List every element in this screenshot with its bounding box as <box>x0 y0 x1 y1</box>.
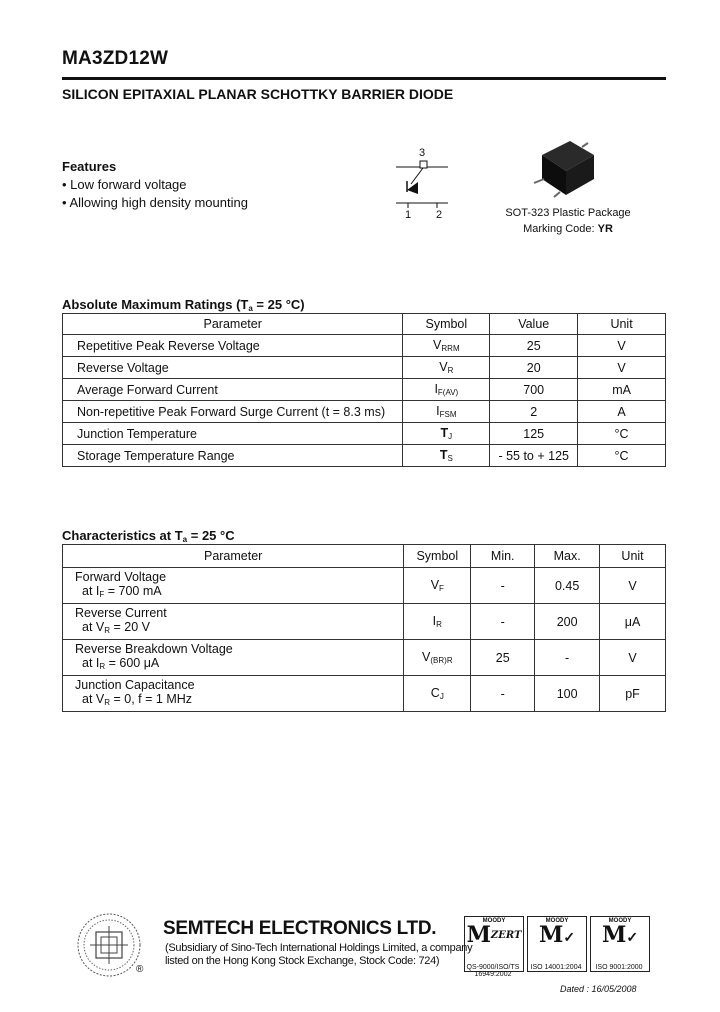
cert-caption: QS-9000/ISO/TS 16949:2002 <box>466 964 520 978</box>
features-heading: Features <box>62 159 117 174</box>
value-cell: 25 <box>490 335 578 357</box>
value-cell: - 55 to + 125 <box>490 445 578 467</box>
cert-caption: ISO 14001:2004 <box>530 964 582 971</box>
parameter-cell: Average Forward Current <box>63 379 403 401</box>
parameter-cell: Non-repetitive Peak Forward Surge Current (t = 8.3 ms) <box>63 401 403 423</box>
cert-caption: ISO 9001:2000 <box>595 964 643 971</box>
column-header: Max. <box>535 545 600 568</box>
table-header-row <box>63 314 666 335</box>
parameter-cell: Reverse Voltage <box>63 357 403 379</box>
column-header: Parameter <box>63 545 404 568</box>
column-header: Unit <box>600 545 666 568</box>
max-cell: - <box>535 640 600 676</box>
characteristics-table <box>62 544 666 712</box>
table-header-row <box>63 545 666 568</box>
cert-badge-iso9001: MOODY M✓ <box>590 916 650 972</box>
parameter-cell: Junction Temperature <box>63 423 403 445</box>
table-row <box>63 445 666 467</box>
column-header: Unit <box>578 314 666 335</box>
unit-cell: V <box>600 568 666 604</box>
abs-max-table <box>62 313 666 467</box>
table-row <box>63 604 666 640</box>
cert-badge-zert: MOODY MZERT <box>464 916 524 972</box>
feature-item: • Low forward voltage <box>62 177 187 192</box>
value-cell: 2 <box>490 401 578 423</box>
symbol-cell: $I_{F(AV)}$ <box>403 379 490 401</box>
cert-badge-iso14001: MOODY M✓ <box>527 916 587 972</box>
unit-cell: μA <box>600 604 666 640</box>
semtech-logo-icon <box>76 912 142 978</box>
unit-cell: V <box>578 357 666 379</box>
unit-cell: V <box>600 640 666 676</box>
column-header: Min. <box>471 545 535 568</box>
max-cell: 0.45 <box>535 568 600 604</box>
symbol-cell: $T_J$ <box>403 423 490 445</box>
characteristics-heading: Characteristics at $T_a = 25$ °C <box>62 528 235 544</box>
unit-cell: A <box>578 401 666 423</box>
parameter-cell: Forward Voltage at $I_F = 700$ mA <box>63 568 404 604</box>
parameter-cell: Reverse Current at $V_R = 20$ V <box>63 604 404 640</box>
column-header: Parameter <box>63 314 403 335</box>
column-header: Symbol <box>404 545 471 568</box>
sot-323-package-image <box>530 137 604 203</box>
symbol-cell: $V_{RRM}$ <box>403 335 490 357</box>
marking-code: Marking Code: YR <box>523 223 613 235</box>
unit-cell: °C <box>578 445 666 467</box>
value-cell: 700 <box>490 379 578 401</box>
subtitle: SILICON EPITAXIAL PLANAR SCHOTTKY BARRIER DIODE <box>62 86 454 102</box>
max-cell: 200 <box>535 604 600 640</box>
value-cell: 125 <box>490 423 578 445</box>
feature-item: • Allowing high density mounting <box>62 195 248 210</box>
unit-cell: pF <box>600 676 666 712</box>
pin-3-label: 3 <box>419 147 426 159</box>
value-cell: 20 <box>490 357 578 379</box>
company-listing-line: listed on the Hong Kong Stock Exchange, Stock Code: 724) <box>165 955 440 967</box>
parameter-cell: Repetitive Peak Reverse Voltage <box>63 335 403 357</box>
parameter-cell: Reverse Breakdown Voltage at $I_R = 600$ μA <box>63 640 404 676</box>
package-name: SOT-323 Plastic Package <box>505 207 631 219</box>
company-subsidiary-line: (Subsidiary of Sino-Tech International Holdings Limited, a company <box>165 942 473 954</box>
unit-cell: V <box>578 335 666 357</box>
min-cell: 25 <box>471 640 535 676</box>
table-row <box>63 676 666 712</box>
table-row <box>63 640 666 676</box>
symbol-cell: $T_S$ <box>403 445 490 467</box>
min-cell: - <box>471 604 535 640</box>
parameter-cell: Storage Temperature Range <box>63 445 403 467</box>
pin-2-label: 2 <box>436 209 443 221</box>
part-number: MA3ZD12W <box>62 48 169 69</box>
unit-cell: mA <box>578 379 666 401</box>
symbol-cell: $I_{FSM}$ <box>403 401 490 423</box>
company-name: SEMTECH ELECTRONICS LTD. <box>163 918 437 939</box>
min-cell: - <box>471 676 535 712</box>
title-rule <box>62 77 666 80</box>
symbol-cell: $I_R$ <box>404 604 471 640</box>
min-cell: - <box>471 568 535 604</box>
unit-cell: °C <box>578 423 666 445</box>
symbol-cell: $C_J$ <box>404 676 471 712</box>
max-cell: 100 <box>535 676 600 712</box>
column-header: Value <box>490 314 578 335</box>
abs-max-heading: Absolute Maximum Ratings ($T_a = 25$ °C) <box>62 297 305 313</box>
column-header: Symbol <box>403 314 490 335</box>
symbol-cell: $V_F$ <box>404 568 471 604</box>
dated: Dated : 16/05/2008 <box>560 984 637 994</box>
pin-1-label: 1 <box>405 209 412 221</box>
table-row <box>63 335 666 357</box>
schottky-diode-symbol <box>396 158 452 212</box>
table-row <box>63 423 666 445</box>
table-row <box>63 401 666 423</box>
parameter-cell: Junction Capacitance at $V_R = 0$, f = 1 MHz <box>63 676 404 712</box>
table-row <box>63 379 666 401</box>
symbol-cell: $V_R$ <box>403 357 490 379</box>
table-row <box>63 357 666 379</box>
symbol-cell: $V_{(BR)R}$ <box>404 640 471 676</box>
registered-mark: ® <box>136 964 144 975</box>
table-row <box>63 568 666 604</box>
